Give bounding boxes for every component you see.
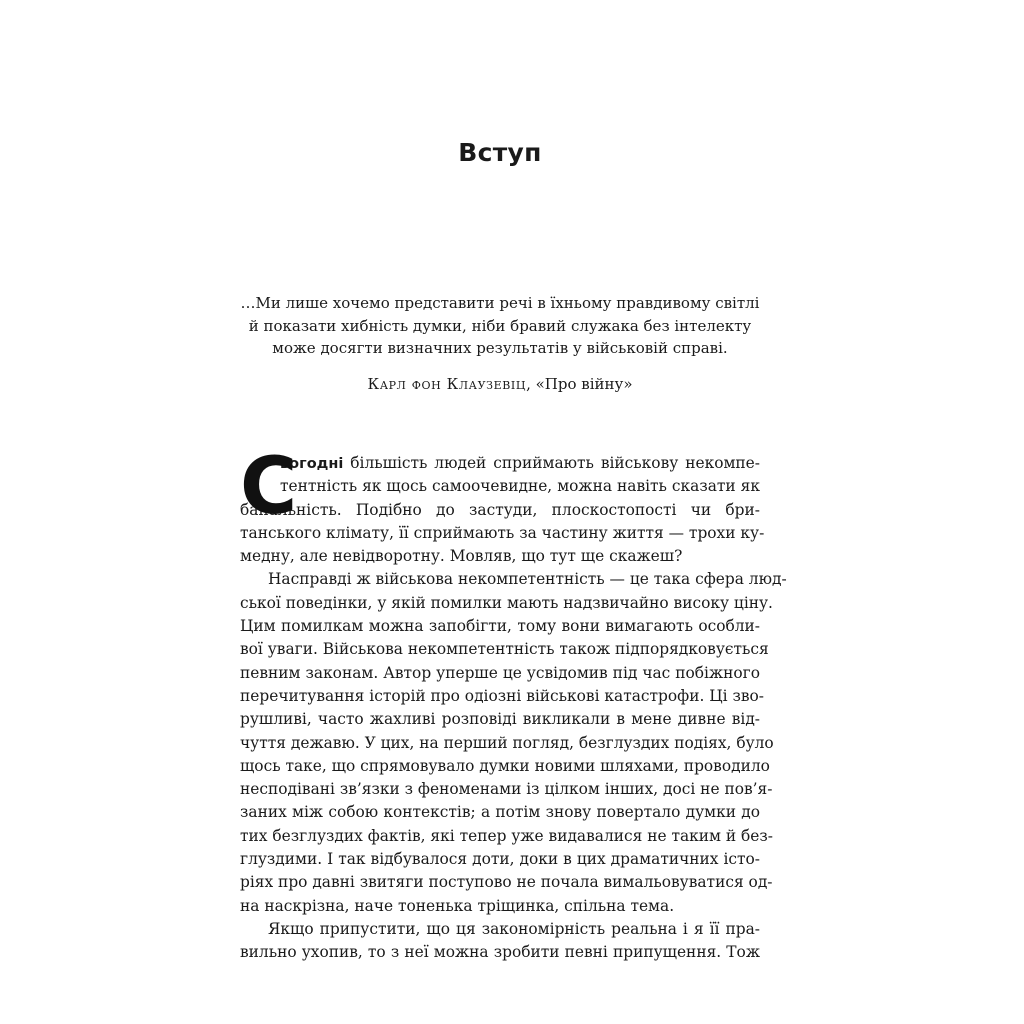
epigraph-source: «Про війну» [535,374,633,393]
paragraph-line: ьогодні більшість людей сприймають військову некомпе- [280,454,760,472]
epigraph [200,292,800,395]
paragraph-line: Якщо припустити, що ця закономірність реальна і я її пра- [268,919,760,938]
paragraph-line: медну, але невідворотну. Мовляв, що тут ще скажеш? [240,547,683,566]
paragraph-line: на наскрізна, наче тоненька тріщинка, спільна тема. [240,896,675,915]
chapter-title: Вступ [458,138,542,167]
drop-cap: С [240,442,298,532]
paragraph-line: ріях про давні звитяги поступово не почала вимальовуватися од- [240,873,773,892]
paragraph-line: вильно ухопив, то з неї можна зробити певні припущення. Тож [240,943,760,962]
epigraph-line: …Ми лише хочемо представити речі в їхньому правдивому світлі [240,294,760,312]
paragraph-line: перечитування історій про одіозні військові катастрофи. Ці зво- [240,686,764,705]
paragraph-line: танського клімату, її сприймають за частину життя — трохи ку- [240,523,765,542]
paragraph-line: певним законам. Автор уперше це усвідомив під час побіжного [240,663,760,682]
paragraph-line: чуття дежавю. У цих, на перший погляд, безглуздих подіях, було [240,733,774,752]
paragraph-line: тих безглуздих фактів, які тепер уже видавалися не таким й без- [240,826,774,845]
lead-word: ьогодні [280,456,344,472]
epigraph-attribution [200,373,800,396]
epigraph-line: може досягти визначних результатів у військовій справі. [272,339,728,357]
paragraph-line: глуздими. І так відбувалося доти, доки в цих драматичних істо- [240,850,760,869]
chapter-body [240,442,787,965]
paragraph-line: ської поведінки, у якій помилки мають надзвичайно високу ціну. [240,593,773,612]
epigraph-line: й показати хибність думки, ніби бравий служака без інтелекту [248,316,752,335]
paragraph-line: рушливі, часто жахливі розповіді викликали в мене дивне від- [240,710,760,729]
epigraph-separator: , [526,374,536,393]
paragraph-line: Цим помилкам можна запобігти, тому вони вимагають особли- [240,617,760,636]
paragraph-line: вої уваги. Військова некомпетентність також підпорядковується [240,640,769,659]
paragraph-line: несподівані зв’язки з феноменами із цілком інших, досі не пов’я- [240,780,773,799]
paragraph-line: Насправді ж військова некомпетентність — це така сфера люд- [268,570,787,589]
paragraph-line: банальність. Подібно до застуди, плоскостопості чи бри- [240,500,760,519]
paragraph-line: щось таке, що спрямовувало думки новими шляхами, проводило [240,756,770,775]
epigraph-author: Карл фон Клаузевіц [367,374,527,393]
paragraph-line: тентність як щось самоочевидне, можна навіть сказати як [280,477,760,496]
epigraph-quote [200,292,800,360]
paragraph-line: заних між собою контекстів; а потім знову повертало думки до [240,803,760,822]
